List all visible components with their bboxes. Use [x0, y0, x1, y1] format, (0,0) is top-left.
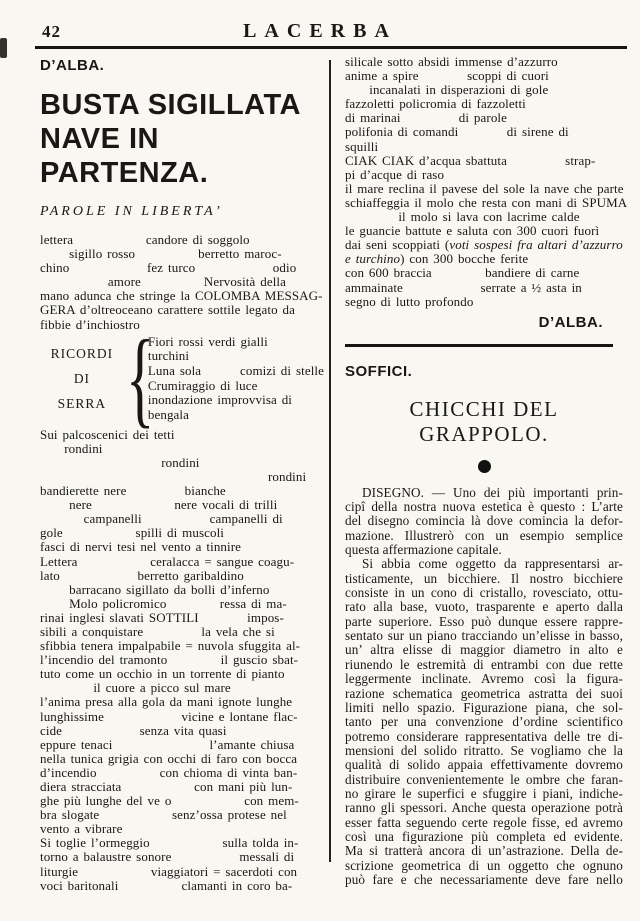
text-line: DI: [73, 371, 91, 387]
text-line: rinai inglesi slavati SOTTILI impos-: [40, 609, 284, 625]
text-line: CIAK CIAK d’acqua sbattuta strap-: [345, 152, 596, 168]
separator-dot-icon: [478, 460, 491, 473]
text-line: Sui palcoscenici dei tetti: [40, 426, 175, 442]
text-line: inondazione improvvisa di: [147, 392, 293, 408]
text-line: DISEGNO. — Uno dei più importanti prin-: [362, 484, 623, 500]
text-line: nella tunica grigia con occhi di faro con bocca: [40, 750, 298, 766]
text-line: vento a vibrare: [40, 821, 123, 837]
poem-top-block: [40, 233, 324, 332]
text-line: l’anima presa alla gola da mani ignote lunghe: [40, 694, 293, 710]
text-line: incanalati in disperazioni di gole: [345, 82, 549, 98]
paragraph: [345, 557, 623, 887]
text-line: può fare e che necessariamente deve fare nello: [345, 871, 623, 887]
text-line: ghe più lunghe del ve o con mem-: [40, 793, 299, 809]
text-line: SERRA: [57, 396, 107, 412]
text-line: il mare reclina il pavese del sole la nave che parte: [345, 180, 624, 196]
text-line: con 600 braccia bandiere di carne: [345, 265, 580, 281]
text-line: Si abbia come oggetto da rappresentarsi ar-: [362, 556, 623, 572]
text-line: riunendo le estremità di entrambi con due rette: [345, 656, 623, 672]
text-line: cipî della nostra nuova estetica è questo : L’arte: [345, 499, 623, 515]
text-line: Molo policromico ressa di ma-: [40, 595, 287, 611]
header-rule: [35, 46, 627, 49]
text-line: no girare le superfici e sfuggire i piani, indiche-: [345, 785, 623, 801]
section-rule: [345, 344, 613, 347]
text-line: bandierette nere bianche: [40, 483, 226, 499]
text-line: sfibbia tenera impalpabile = nuvola sfuggita al-: [40, 638, 301, 654]
text-line: cide senza vita quasi: [40, 722, 227, 738]
text-line: scrizione geometrica di un oggetto che ognuno: [345, 857, 623, 873]
text-line: tanto per una convenzione d’ordine scientifico: [345, 714, 623, 730]
text-line: nere nere vocali di trilli: [40, 497, 278, 513]
text-line: rato alla base, vuoto, trasparente e aperto dalla: [345, 599, 623, 615]
text-line: mano adunca che stringe la COLOMBA MESSAG-: [40, 288, 323, 304]
text-line: barracano sigillato da bolli d’inferno: [40, 581, 270, 597]
text-line: GERA d’oltreoceano carattere sottile legato da: [40, 302, 296, 318]
text-line: distribuire convenientemente le ombre che faran-: [345, 771, 623, 787]
text-line: sentato sur un piano tracciando un’elisse in basso,: [345, 628, 623, 644]
text-line: parte superiore. Esso può dunque essere rappre-: [345, 613, 623, 629]
page-number: 42: [42, 22, 61, 41]
column-divider: [329, 60, 331, 862]
text-line: esser fatta seguendo certe regole fisse, ed avremo: [345, 814, 623, 830]
text-line: dai seni scoppiati (voti sospesi fra altari d’azzurro: [345, 237, 623, 253]
text-line: schiaffeggia il molo che resta con mani di SPUMA: [345, 194, 628, 210]
text-line: squilli: [345, 138, 379, 154]
left-column: [40, 57, 324, 893]
text-line: silicale sotto absidi immense d’azzurro: [345, 54, 558, 69]
text-line: fibbie d’inchiostro: [40, 316, 140, 332]
text-line: fazzoletti policromia di fazzoletti: [345, 96, 526, 112]
text-line: mazione. Illustrerò con un esempio semplice: [345, 527, 623, 543]
poem-continued-block: [345, 54, 628, 309]
text-line: tuto come un occhio in un torrente di pianto: [40, 666, 285, 682]
text-line: Fiori rossi verdi gialli: [147, 333, 268, 349]
brace-label: [40, 341, 124, 416]
text-line: Lettera ceralacca = sangue coagu-: [40, 553, 295, 569]
text-line: Crumiraggio di luce: [147, 377, 258, 393]
text-line: turchini: [147, 348, 190, 364]
text-line: campanelli campanelli di: [40, 511, 283, 527]
text-line: liturgie viaggiatori = sacerdoti con: [40, 863, 298, 879]
text-line: consiste in un cono di cristallo, rovesciato, ottu-: [345, 585, 623, 601]
text-line: un’ altra elisse di maggior diametro in alto e: [345, 642, 623, 658]
text-line: leggermente inclinate. Avremo così la figura-: [345, 671, 623, 687]
text-line: potremo considerare rappresentativa delle tre di-: [345, 728, 623, 744]
text-line: sibili a conquistare la vela che si: [40, 623, 275, 639]
paragraph: [345, 486, 623, 558]
journal-title: LACERBA: [243, 20, 397, 42]
right-column: [345, 54, 628, 887]
author-heading-soffici: SOFFICI.: [345, 362, 413, 380]
text-line: rondini: [40, 440, 103, 456]
text-line: ammainate serrate a ½ asta in: [345, 279, 582, 295]
text-line: limiti nello spazio. Figurazione piana, che sol-: [345, 699, 623, 715]
text-line: eppure tenaci l’amante chiusa: [40, 736, 295, 752]
text-line: pi d’acque di raso: [345, 166, 445, 182]
text-line: torno a balaustre sonore messali di: [40, 849, 295, 865]
text-line: voci baritonali clamanti in coro ba-: [40, 877, 293, 893]
poem-title: [40, 88, 324, 190]
text-line: bengala: [147, 406, 189, 422]
text-line: il cuore a picco sul mare: [40, 680, 231, 696]
text-line: amore Nervosità della: [40, 274, 286, 290]
text-line: chino fez turco odio: [40, 260, 297, 276]
text-line: di marinai di parole: [345, 110, 508, 126]
text-line: Ma si tratterà ancora di un’astrazione. Della de-: [345, 843, 623, 859]
text-line: lettera candore di soggolo: [40, 232, 250, 247]
text-line: segno di lutto profondo: [345, 293, 474, 309]
text-line: fasci di nervi tesi nel vento a tinnire: [40, 539, 242, 555]
text-line: e turchino) con 300 bocche ferite: [345, 251, 529, 267]
text-line: rondini: [40, 468, 307, 484]
text-line: Si toglie l’ormeggio sulla tolda in-: [40, 835, 299, 851]
poem-title-line2: NAVE IN PARTENZA.: [40, 123, 209, 189]
text-line: tisticamente, un bicchiere. Il nostro bicchiere: [345, 570, 623, 586]
section-title: CHICCHI DEL GRAPPOLO.: [409, 396, 559, 446]
poem-signature: D’ALBA.: [538, 313, 603, 331]
text-line: razione schematica geometrica astratta dei suoi: [345, 685, 623, 701]
text-line: del disegno comincia là dove comincia la defor-: [345, 513, 623, 529]
text-line: lato berretto garibaldino: [40, 567, 244, 583]
text-line: l’incendio del tramonto il guscio sbat-: [40, 652, 299, 668]
text-line: d’incendio con chioma di vinta ban-: [40, 764, 298, 780]
text-line: gole spilli di muscoli: [40, 525, 225, 541]
poem-title-line1: BUSTA SIGILLATA: [40, 89, 301, 121]
text-line: ranno gli spessori. Anche questa operazione potrà: [345, 800, 623, 816]
text-line: sigillo rosso berretto maroc-: [40, 246, 282, 262]
text-line: Luna sola comizi di stelle: [147, 363, 324, 379]
author-heading-dalba: D’ALBA.: [40, 57, 105, 74]
poem-bottom-block: [40, 428, 324, 893]
poem-subtitle: PAROLE IN LIBERTA’: [40, 204, 223, 219]
text-line: rondini: [40, 454, 200, 470]
brace-icon: {: [125, 318, 155, 438]
text-line: qualità di solido appaia effettivamente dovremo: [345, 757, 623, 773]
text-line: questa affermazione capitale.: [345, 542, 502, 558]
text-line: anime a spire scoppi di cuori: [345, 68, 549, 84]
brace-items: [148, 335, 324, 423]
text-line: lunghissime vicine e lontane flac-: [40, 708, 298, 724]
prose-block: [345, 486, 623, 888]
text-line: le guancie battute e saluta con 300 cuori fuorì: [345, 223, 600, 239]
text-line: così una figurazione più completa ed evidente.: [345, 828, 623, 844]
text-line: diera stracciata con mani più lun-: [40, 779, 293, 794]
text-line: mensioni del solido ritratto. Se vogliamo che la: [345, 742, 623, 758]
text-line: il molo si lava con lacrime calde: [345, 209, 580, 225]
text-line: RICORDI: [50, 346, 114, 362]
text-line: bra slogate senz’ossa protese nel: [40, 807, 287, 823]
text-line: polifonia di comandi di sirene di: [345, 124, 569, 140]
